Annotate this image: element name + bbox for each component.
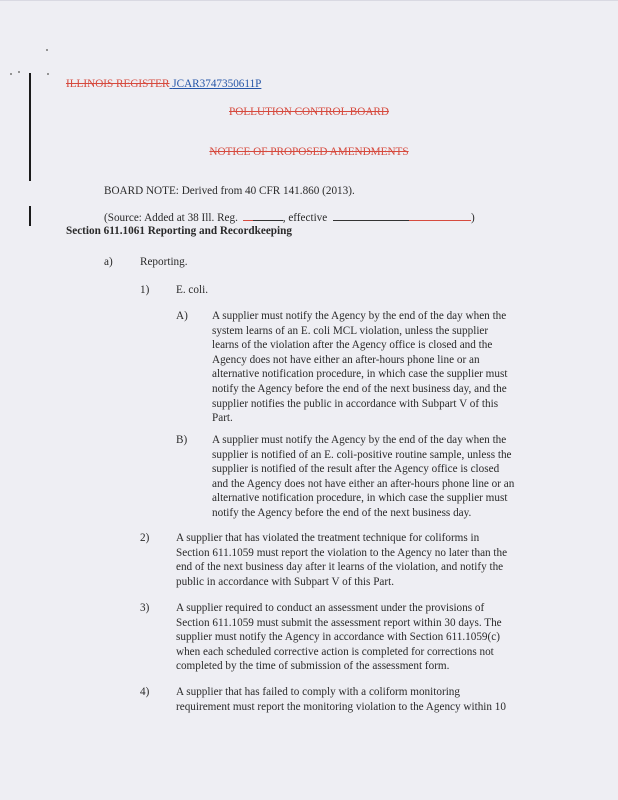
item-2-line: public in accordance with Subpart V of this Part. (176, 575, 395, 588)
item-A-marker: A) (176, 310, 188, 322)
item-4-line: A supplier that has failed to comply with a coliform monitoring (176, 686, 460, 698)
item-2-marker: 2) (140, 532, 150, 544)
item-B-line: supplier is notified of an E. coli-positive routine sample, unless the (212, 448, 512, 461)
effective-blank (333, 211, 409, 221)
item-2-line: end of the next business day after it learns of the violation, and notify the (176, 561, 504, 574)
item-2-line: A supplier that has violated the treatment technique for coliforms in (176, 532, 480, 544)
item-3-line: when each scheduled corrective action is completed for corrections not (176, 645, 494, 658)
reg-blank-struck (243, 211, 253, 221)
item-A-line: supplier notifies the public in accordance with Subpart V of this (212, 397, 499, 410)
source-prefix: (Source: Added at 38 Ill. Reg. (104, 212, 238, 224)
item-1-marker: 1) (140, 284, 150, 296)
item-B-line: supplier is notified of the result after the Agency office is closed (212, 463, 500, 476)
source-suffix: ) (471, 212, 475, 224)
register-id: JCAR3747350611P (172, 78, 262, 90)
item-2-line: Section 611.1059 must report the violation to the Agency no later than the (176, 546, 508, 559)
item-2-body (176, 531, 566, 589)
board-note: BOARD NOTE: Derived from 40 CFR 141.860 (2013). (104, 185, 355, 197)
item-3-line: supplier must notify the Agency in accordance with Section 611.1059(c) (176, 631, 500, 644)
change-bar-lower (29, 206, 31, 226)
item-B-line: alternative notification procedure, in which case the supplier must (212, 492, 508, 505)
item-A-line: system learns of an E. coli MCL violation, unless the supplier (212, 324, 489, 337)
scan-speck (18, 71, 20, 73)
item-4-body (176, 685, 566, 714)
item-B-body (212, 433, 557, 521)
item-B-line: A supplier must notify the Agency by the end of the day when the (212, 434, 507, 446)
item-3-line: A supplier required to conduct an assessment under the provisions of (176, 602, 485, 614)
item-A-line: Part. (212, 412, 233, 425)
item-3-line: completed by the time of submission of the assessment form. (176, 660, 450, 673)
subsection-a-marker: a) (104, 256, 113, 268)
item-B-marker: B) (176, 434, 188, 446)
item-A-line: alternative notification procedure, in which case the supplier must (212, 368, 508, 381)
register-struck: ILLINOIS REGISTER (66, 78, 170, 90)
item-4-line: requirement must report the monitoring violation to the Agency within 10 (176, 700, 506, 713)
reg-blank (253, 211, 283, 221)
board-title: POLLUTION CONTROL BOARD (229, 106, 389, 118)
item-A-line: notify the Agency before the end of the next business day, and the (212, 382, 507, 395)
scan-speck (46, 49, 48, 51)
effective-blank-struck (409, 211, 471, 221)
change-bar-top (29, 73, 31, 181)
subsection-a-text: Reporting. (140, 256, 188, 268)
item-B-line: notify the Agency before the end of the next business day. (212, 506, 472, 519)
item-A-line: A supplier must notify the Agency by the end of the day when the (212, 310, 507, 322)
scan-speck (47, 73, 49, 75)
notice-title: NOTICE OF PROPOSED AMENDMENTS (209, 146, 409, 158)
item-A-line: learns of the violation after the Agency office is closed and the (212, 339, 493, 352)
scan-speck (10, 73, 12, 75)
source-middle: , effective (282, 212, 328, 224)
register-header (66, 77, 261, 92)
item-4-marker: 4) (140, 686, 150, 698)
item-B-line: and the Agency does not have either an after-hours phone line or an (212, 477, 515, 490)
item-A-line: Agency does not have either an after-hours phone line or an (212, 353, 480, 366)
item-A-body (212, 309, 552, 426)
item-3-body (176, 601, 566, 674)
item-3-marker: 3) (140, 602, 150, 614)
item-3-line: Section 611.1059 must submit the assessment report within 30 days. The (176, 616, 502, 629)
section-title: Section 611.1061 Reporting and Recordkeeping (66, 225, 292, 237)
item-1-text: E. coli. (176, 284, 209, 296)
